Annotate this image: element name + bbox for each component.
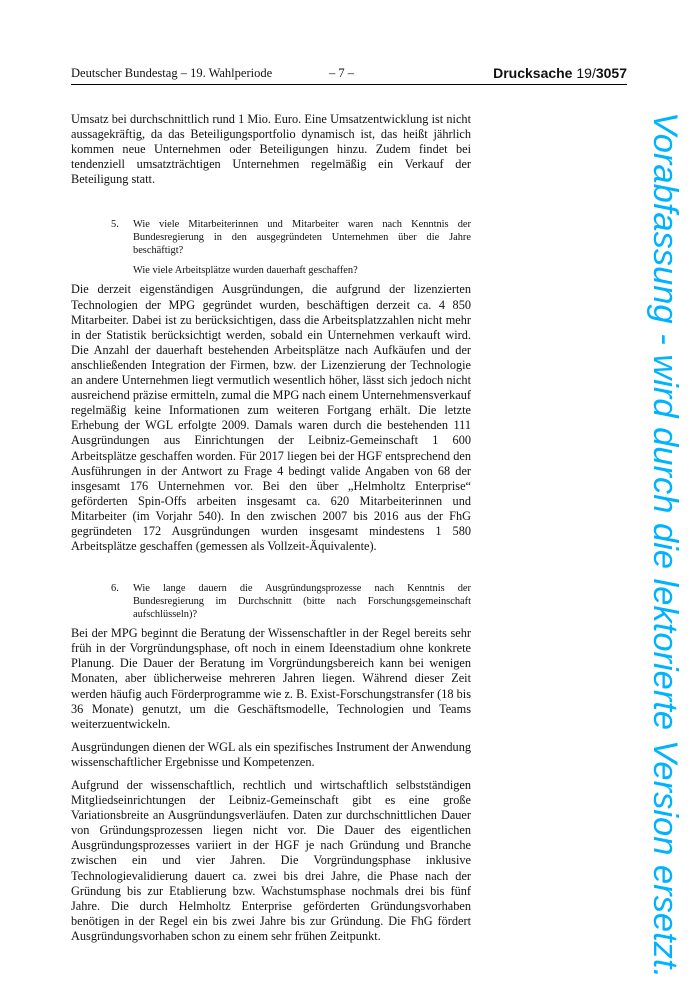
question-6-number: 6. [111, 583, 119, 595]
question-6 [71, 582, 471, 621]
header-doc-period: 19/ [576, 65, 596, 81]
question-5 [71, 218, 471, 257]
header-doc-id: 3057 [595, 65, 627, 81]
preliminary-version-watermark: Vorabfassung - wird durch die lektorierte Version ersetzt. [646, 112, 684, 979]
answer-6-paragraph-1: Bei der MPG beginnt die Beratung der Wissenschaftler in der Regel bereits sehr früh in der Vorgründungsphase, oft noch in einem Ideenstadium ohne konkrete Planung. Die Dauer der Beratung im Vorgründungsbereich kann bei wenigen Monaten, aber üblicherweise mehreren Jahren liegen. Während dieser Zeit werden häufig auch Förderprogramme wie z. B. Exist-Forschungstransfer (18 bis 36 Monate) genutzt, um die Geschäftsmodelle, Technologien und Teams weiterzuentwickeln. [71, 626, 471, 731]
question-5-text: Wie viele Mitarbeiterinnen und Mitarbeiter waren nach Kenntnis der Bundesregierung in den ausgegründeten Unternehmen über die Jahre beschäftigt? [133, 219, 471, 257]
answer-4-continuation: Umsatz bei durchschnittlich rund 1 Mio. Euro. Eine Umsatzentwicklung ist nicht aussagekräftig, da das Beteiligungsportfolio dynamisch ist, das heißt jährlich kommen neue Unternehmen oder Beteiligungen hinzu. Zudem findet bei tendenziell umsatzträchtigen Unternehmen regelmäßig ein Verkauf der Beteiligung statt. [71, 112, 471, 187]
header-page-number: – 7 – [329, 66, 354, 80]
header-parliament: Deutscher Bundestag – 19. Wahlperiode [71, 66, 273, 80]
header-document-number [493, 65, 627, 81]
header-doc-label: Drucksache [493, 65, 573, 81]
question-5-number: 5. [111, 219, 119, 231]
question-6-text: Wie lange dauern die Ausgründungsprozesse nach Kenntnis der Bundesregierung im Durchschnitt (bitte nach Forschungsgemeinschaft aufschlüsseln)? [133, 583, 471, 621]
page-body [71, 112, 471, 944]
answer-6-paragraph-2: Ausgründungen dienen der WGL als ein spezifisches Instrument der Anwendung wissenschaftlicher Ergebnisse und Kompetenzen. [71, 739, 471, 769]
question-5-subquestion: Wie viele Arbeitsplätze wurden dauerhaft geschaffen? [133, 265, 358, 277]
answer-6-paragraph-3: Aufgrund der wissenschaftlich, rechtlich und wirtschaftlich selbstständigen Mitgliedseinrichtungen der Leibniz-Gemeinschaft gibt es eine große Variationsbreite an Ausgründungsverläufen. Daten zur durchschnittlichen Dauer von Gründungsprozessen liegen nicht vor. Die Dauer des eigentlichen Ausgründungsprozesses variiert in der HGF je nach Gründung und Branche zwischen ein und vier Jahren. Die Vorgründungsphase inklusive Technologievalidierung dauert ca. zwei bis drei Jahre, die Phase nach der Gründung bis zur Etablierung bzw. Wachstumsphase nochmals drei bis fünf Jahre. Die durch Helmholtz Enterprise geförderten Gründungsvorhaben benötigen in der Regel ein bis zwei Jahre bis zur Gründung. Die FhG fördert Ausgründungsvorhaben schon zu einem sehr frühen Zeitpunkt. [71, 778, 471, 943]
page-header [71, 66, 627, 85]
answer-5: Die derzeit eigenständigen Ausgründungen, die aufgrund der lizenzierten Technologien der MPG gegründet wurden, beschäftigen derzeit ca. 4 850 Mitarbeiter. Dabei ist zu berücksichtigen, dass die Arbeitsplatzzahlen nicht mehr in der Statistik berücksichtigt werden, sobald ein Unternehmen verkauft wird. Die Anzahl der dauerhaft bestehenden Arbeitsplätze nach Aufkäufen und der anschließenden Integration der Firmen, bzw. der Lizenzierung der Technologie an andere Unternehmen liegt vermutlich wesentlich höher, lässt sich jedoch nicht ausreichend präzise ermitteln, zumal die MPG nach einem Unternehmensverkauf regelmäßig keine Informationen zum weiteren Fortgang erhält. Die letzte Erhebung der WGL erfolgte 2009. Damals waren durch die bestehenden 111 Ausgründungen aus Einrichtungen der Leibniz-Gemeinschaft 1 600 Arbeitsplätze geschaffen worden. Für 2017 liegen bei der HGF entsprechend den Ausführungen in der Antwort zu Frage 4 bedingt valide Angaben von 68 der insgesamt 176 Unternehmen vor. Bei den über „Helmholtz Enterprise“ geförderten Spin-Offs arbeiten insgesamt ca. 620 Mitarbeiterinnen und Mitarbeiter (im Vorjahr 540). In den zwischen 2007 bis 2016 aus der FhG gegründeten 172 Ausgründungen wurden insgesamt mindestens 1 580 Arbeitsplätze geschaffen (gemessen als Vollzeit-Äquivalente). [71, 282, 471, 554]
